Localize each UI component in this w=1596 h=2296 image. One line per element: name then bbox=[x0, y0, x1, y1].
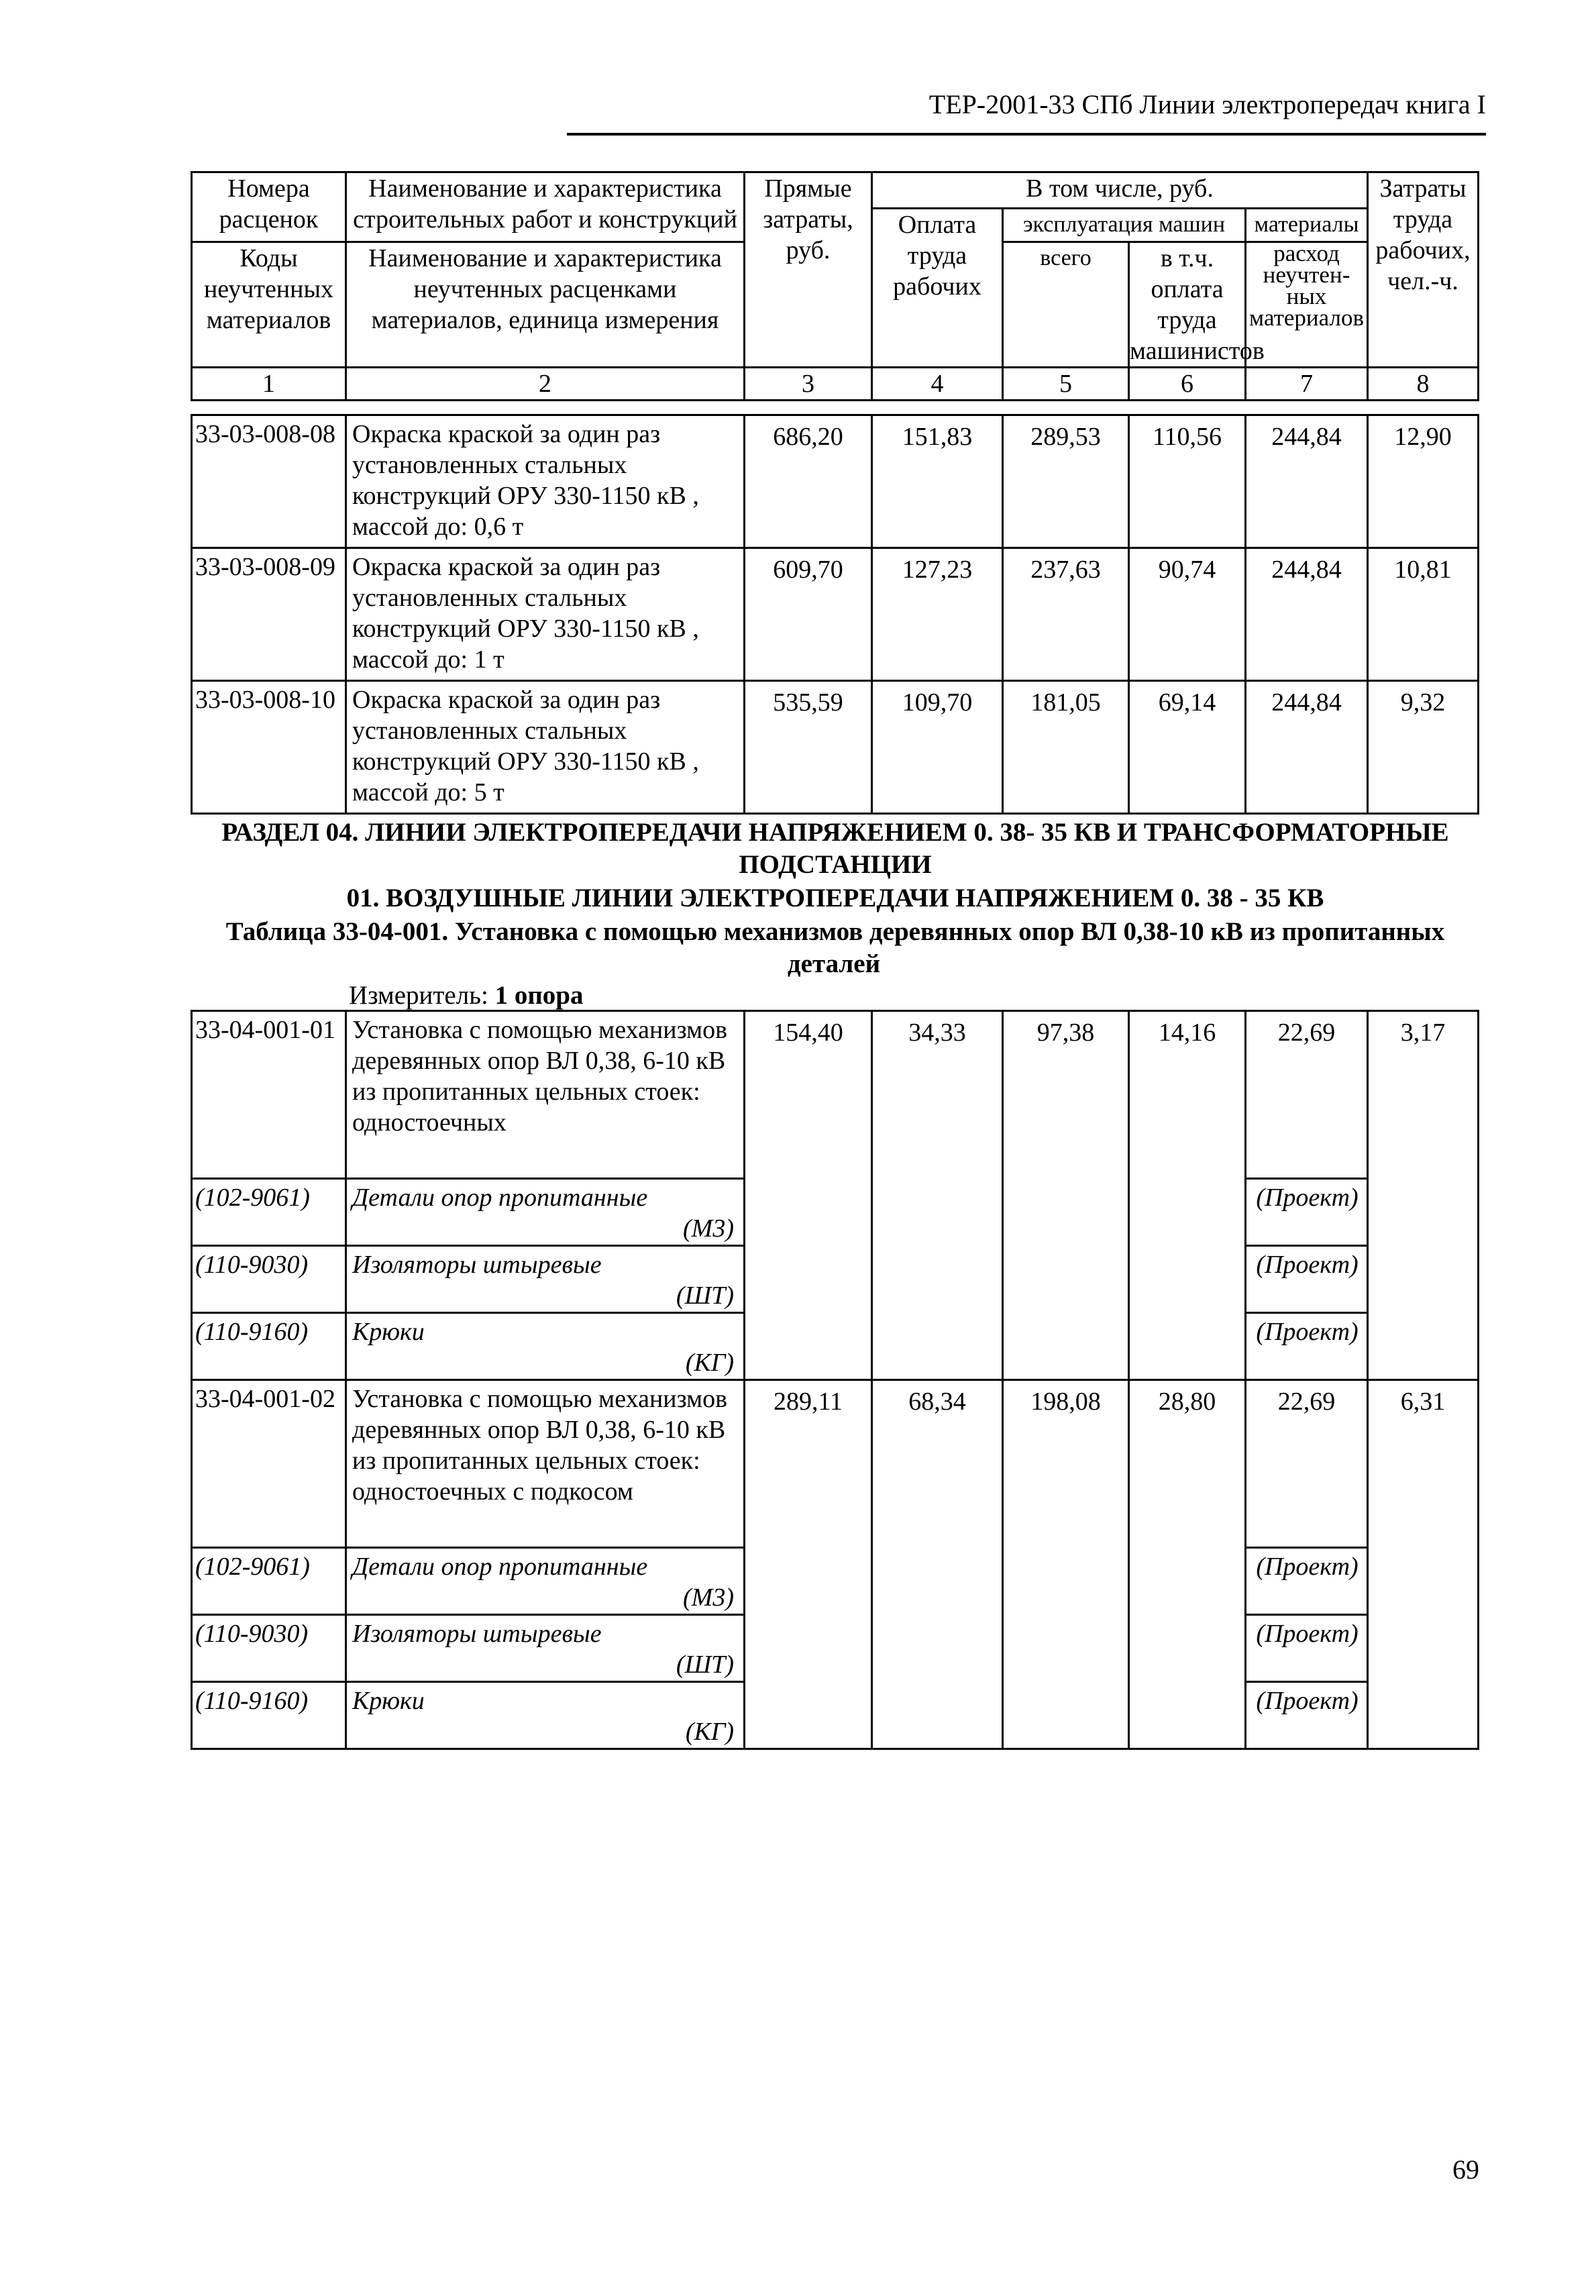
material-unit: (КГ) bbox=[685, 1349, 734, 1377]
materials-cost: 22,69 bbox=[1246, 1011, 1368, 1179]
rate-code: 33-04-001-02 bbox=[192, 1380, 346, 1548]
material-name-cell bbox=[346, 1548, 745, 1615]
labor-cost: 151,83 bbox=[872, 415, 1003, 548]
labor-cost: 127,23 bbox=[872, 548, 1003, 681]
table-rates-top bbox=[191, 414, 1479, 815]
material-name: Изоляторы штыревые bbox=[352, 1251, 602, 1279]
col-number-8: 8 bbox=[1368, 368, 1479, 401]
labor-cost: 34,33 bbox=[872, 1011, 1003, 1380]
table-row bbox=[192, 548, 1479, 681]
material-name-cell bbox=[346, 1682, 745, 1749]
material-unit: (КГ) bbox=[685, 1718, 734, 1746]
rate-description: Окраска краской за один раз установленных стальных конструкций ОРУ 330-1150 кВ , массой до: 1 т bbox=[346, 548, 745, 681]
material-name: Детали опор пропитанные bbox=[352, 1184, 648, 1212]
material-unit: (М3) bbox=[683, 1583, 734, 1612]
header-rule bbox=[567, 133, 1486, 136]
rate-code: 33-03-008-08 bbox=[192, 415, 346, 548]
rate-description: Установка с помощью механизмов деревянных опор ВЛ 0,38, 6-10 кВ из пропитанных цельных стоек: одностоечных bbox=[346, 1011, 745, 1179]
material-code: (110-9030) bbox=[192, 1246, 346, 1313]
header-col6: в т.ч. оплата труда машинистов bbox=[1129, 242, 1246, 368]
material-note: (Проект) bbox=[1246, 1615, 1368, 1682]
section-title-line2: ПОДСТАНЦИИ bbox=[739, 850, 932, 879]
materials-cost: 22,69 bbox=[1246, 1380, 1368, 1548]
labor-hours: 12,90 bbox=[1368, 415, 1479, 548]
machines-labor: 14,16 bbox=[1129, 1011, 1246, 1380]
labor-hours: 9,32 bbox=[1368, 681, 1479, 814]
materials-cost: 244,84 bbox=[1246, 415, 1368, 548]
header-col7: расход неучтен-ных материалов bbox=[1246, 242, 1368, 368]
col-number-2: 2 bbox=[346, 368, 745, 401]
header-group: В том числе, руб. bbox=[872, 172, 1368, 209]
machines-total: 237,63 bbox=[1003, 548, 1129, 681]
material-name-cell bbox=[346, 1313, 745, 1380]
header-materials: материалы bbox=[1246, 209, 1368, 242]
header-col1-top: Номера расценок bbox=[192, 172, 346, 242]
labor-hours: 3,17 bbox=[1368, 1011, 1479, 1380]
material-code: (110-9030) bbox=[192, 1615, 346, 1682]
machines-total: 289,53 bbox=[1003, 415, 1129, 548]
rate-code: 33-03-008-09 bbox=[192, 548, 346, 681]
page-number: 69 bbox=[1452, 2154, 1479, 2185]
material-note: (Проект) bbox=[1246, 1682, 1368, 1749]
header-col5: всего bbox=[1003, 242, 1129, 368]
header-col4: Оплата труда рабочих bbox=[872, 209, 1003, 368]
table-row bbox=[192, 415, 1479, 548]
table-row bbox=[192, 1380, 1479, 1548]
col-number-7: 7 bbox=[1246, 368, 1368, 401]
material-unit: (М3) bbox=[683, 1214, 734, 1243]
machines-labor: 28,80 bbox=[1129, 1380, 1246, 1749]
table-row bbox=[192, 1011, 1479, 1179]
materials-cost: 244,84 bbox=[1246, 681, 1368, 814]
material-name: Крюки bbox=[352, 1687, 425, 1715]
section-title-line1: РАЗДЕЛ 04. ЛИНИИ ЭЛЕКТРОПЕРЕДАЧИ НАПРЯЖЕНИЕМ 0. 38- 35 КВ И ТРАНСФОРМАТОРНЫЕ bbox=[221, 818, 1449, 847]
subsection-title: 01. ВОЗДУШНЫЕ ЛИНИИ ЭЛЕКТРОПЕРЕДАЧИ НАПРЯЖЕНИЕМ 0. 38 - 35 КВ bbox=[346, 884, 1324, 912]
machines-total: 198,08 bbox=[1003, 1380, 1129, 1749]
material-note: (Проект) bbox=[1246, 1313, 1368, 1380]
header-col3: Прямые затраты, руб. bbox=[745, 172, 872, 368]
header-machines: эксплуатация машин bbox=[1003, 209, 1246, 242]
direct-cost: 535,59 bbox=[745, 681, 872, 814]
rate-code: 33-03-008-10 bbox=[192, 681, 346, 814]
material-name: Крюки bbox=[352, 1318, 425, 1346]
labor-hours: 6,31 bbox=[1368, 1380, 1479, 1749]
labor-cost: 109,70 bbox=[872, 681, 1003, 814]
material-unit: (ШТ) bbox=[676, 1651, 734, 1679]
material-code: (110-9160) bbox=[192, 1682, 346, 1749]
materials-cost: 244,84 bbox=[1246, 548, 1368, 681]
machines-labor: 69,14 bbox=[1129, 681, 1246, 814]
table-title-line2: деталей bbox=[787, 949, 881, 978]
header-col2-bottom: Наименование и характеристика неучтенных расценками материалов, единица измерения bbox=[346, 242, 745, 368]
direct-cost: 154,40 bbox=[745, 1011, 872, 1380]
rate-description: Установка с помощью механизмов деревянных опор ВЛ 0,38, 6-10 кВ из пропитанных цельных стоек: одностоечных с подкосом bbox=[346, 1380, 745, 1548]
col-number-4: 4 bbox=[872, 368, 1003, 401]
machines-total: 97,38 bbox=[1003, 1011, 1129, 1380]
measure-value: 1 опора bbox=[494, 981, 584, 1010]
material-note: (Проект) bbox=[1246, 1179, 1368, 1246]
material-code: (102-9061) bbox=[192, 1548, 346, 1615]
col-number-1: 1 bbox=[192, 368, 346, 401]
rate-code: 33-04-001-01 bbox=[192, 1011, 346, 1179]
material-name-cell bbox=[346, 1615, 745, 1682]
col-number-3: 3 bbox=[745, 368, 872, 401]
measure-label: Измеритель: bbox=[349, 981, 488, 1010]
table-rates-bottom bbox=[191, 1010, 1479, 1750]
direct-cost: 609,70 bbox=[745, 548, 872, 681]
material-note: (Проект) bbox=[1246, 1548, 1368, 1615]
direct-cost: 289,11 bbox=[745, 1380, 872, 1749]
labor-cost: 68,34 bbox=[872, 1380, 1003, 1749]
table-row bbox=[192, 681, 1479, 814]
material-name: Детали опор пропитанные bbox=[352, 1553, 648, 1581]
rate-description: Окраска краской за один раз установленных стальных конструкций ОРУ 330-1150 кВ , массой до: 0,6 т bbox=[346, 415, 745, 548]
material-name-cell bbox=[346, 1246, 745, 1313]
table-header bbox=[191, 171, 1479, 401]
rate-description: Окраска краской за один раз установленных стальных конструкций ОРУ 330-1150 кВ , массой до: 5 т bbox=[346, 681, 745, 814]
direct-cost: 686,20 bbox=[745, 415, 872, 548]
material-name: Изоляторы штыревые bbox=[352, 1620, 602, 1648]
material-note: (Проект) bbox=[1246, 1246, 1368, 1313]
col-number-5: 5 bbox=[1003, 368, 1129, 401]
header-col8: Затраты труда рабочих, чел.-ч. bbox=[1368, 172, 1479, 368]
header-col2-top: Наименование и характеристика строительных работ и конструкций bbox=[346, 172, 745, 242]
measure-line bbox=[349, 980, 584, 1012]
material-unit: (ШТ) bbox=[676, 1282, 734, 1310]
material-code: (102-9061) bbox=[192, 1179, 346, 1246]
material-name-cell bbox=[346, 1179, 745, 1246]
header-col1-bottom: Коды неучтенных материалов bbox=[192, 242, 346, 368]
page-header-title: ТЕР-2001-33 СПб Линии электропередач книга I bbox=[928, 89, 1486, 119]
table-title-line1: Таблица 33-04-001. Установка с помощью механизмов деревянных опор ВЛ 0,38-10 кВ из пропитанных bbox=[225, 917, 1445, 946]
col-number-6: 6 bbox=[1129, 368, 1246, 401]
labor-hours: 10,81 bbox=[1368, 548, 1479, 681]
machines-labor: 90,74 bbox=[1129, 548, 1246, 681]
material-code: (110-9160) bbox=[192, 1313, 346, 1380]
machines-total: 181,05 bbox=[1003, 681, 1129, 814]
machines-labor: 110,56 bbox=[1129, 415, 1246, 548]
